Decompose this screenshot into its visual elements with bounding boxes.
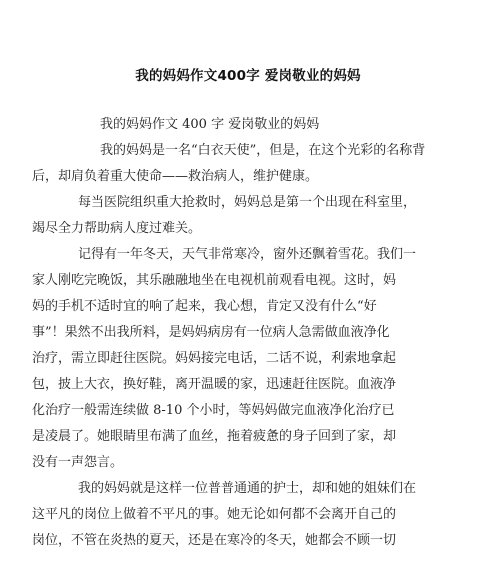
body-line: 化治疗一般需连续做 8-10 个小时，等妈妈做完血液净化治疗已	[32, 403, 395, 418]
document-body	[32, 112, 426, 554]
body-line: 岗位，不管在炎热的夏天，还是在寒冷的冬天，她都会不顾一切	[32, 533, 397, 548]
body-line: 记得有一年冬天，天气非常寒冷，窗外还飘着雪花。我们一	[78, 247, 417, 262]
body-line: 每当医院组织重大抢救时，妈妈总是第一个出现在科室里，	[78, 195, 417, 210]
body-line: 家人刚吃完晚饭，其乐融融地坐在电视机前观看电视。这时，妈	[32, 273, 397, 288]
body-line: 我的妈妈就是这样一位普普通通的护士，却和她的姐妹们在	[78, 481, 417, 496]
body-line: 这平凡的岗位上做着不平凡的事。她无论如何都不会离开自己的	[32, 507, 397, 522]
body-line: 治疗，需立即赶往医院。妈妈接完电话，二话不说，利索地拿起	[32, 351, 397, 366]
document-title: 我的妈妈作文400字 爱岗敬业的妈妈	[135, 68, 361, 84]
body-line: 是凌晨了。她眼睛里布满了血丝，拖着疲惫的身子回到了家，却	[32, 429, 397, 444]
body-line: 后，却肩负着重大使命——救治病人，维护健康。	[32, 169, 319, 184]
body-line: 妈的手机不适时宜的响了起来，我心想，肯定又没有什么“好	[32, 299, 377, 314]
body-line: 我的妈妈是一名“白衣天使”，但是，在这个光彩的名称背	[100, 143, 426, 158]
body-line: 竭尽全力帮助病人度过难关。	[32, 221, 202, 236]
body-line: 我的妈妈作文 400 字 爱岗敬业的妈妈	[100, 117, 320, 132]
body-line: 包，披上大衣，换好鞋，离开温暖的家，迅速赶往医院。血液净	[32, 377, 397, 392]
body-line: 事”！果然不出我所料，是妈妈病房有一位病人急需做血液净化	[32, 325, 390, 340]
body-line: 没有一声怨言。	[32, 455, 124, 470]
